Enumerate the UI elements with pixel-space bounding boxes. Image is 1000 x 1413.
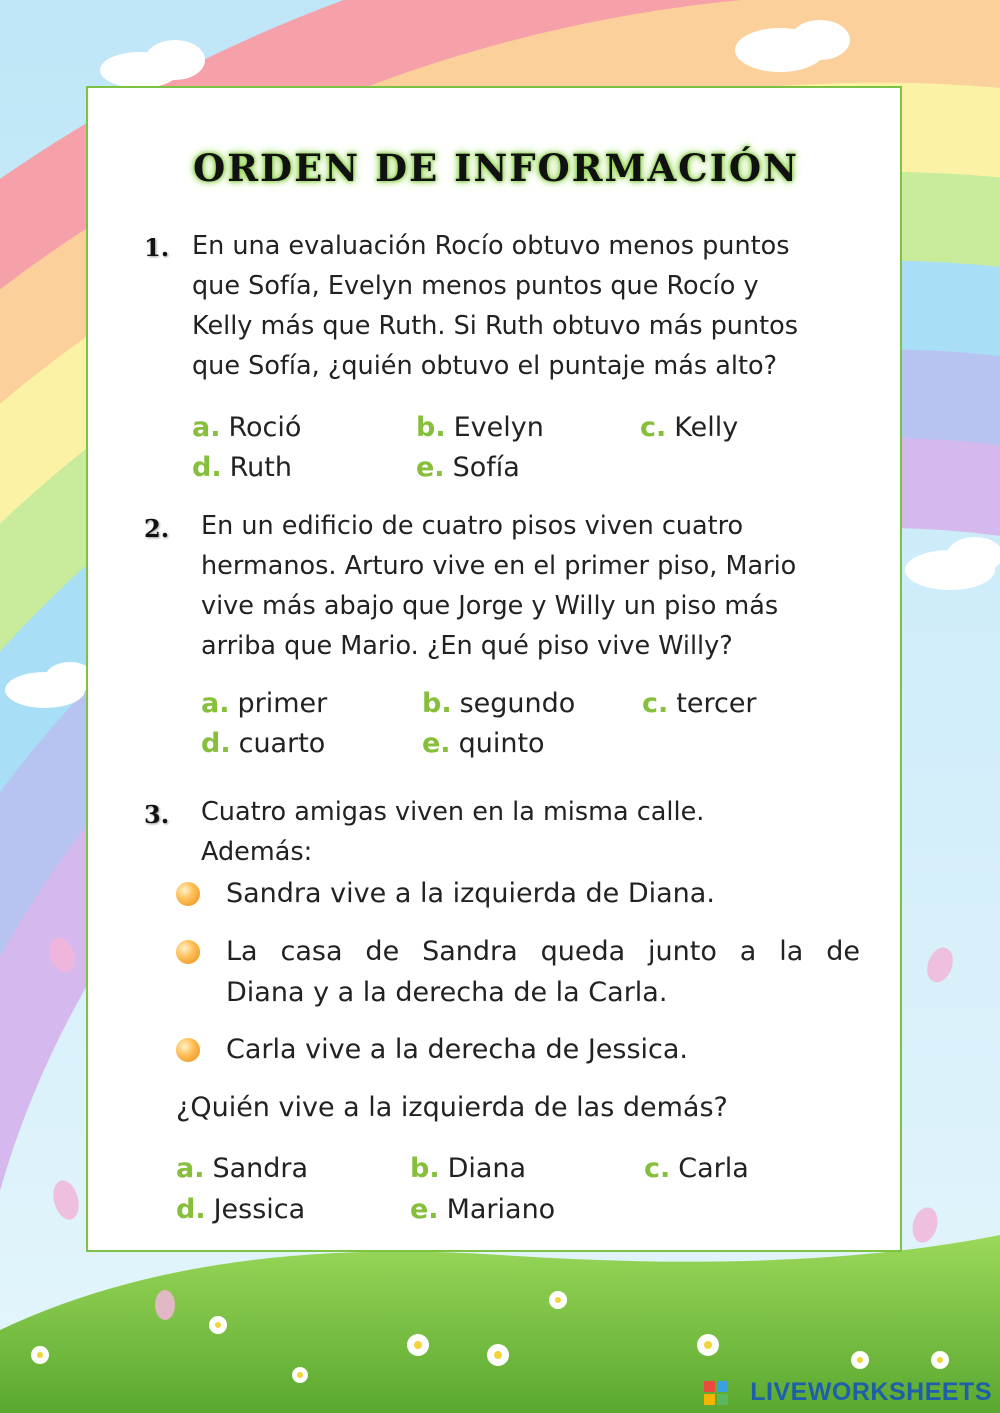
option-letter: c.	[640, 412, 667, 443]
option-text: Kelly	[674, 412, 739, 443]
option-letter: a.	[176, 1153, 205, 1184]
option-text: segundo	[459, 688, 576, 719]
liveworksheets-brand[interactable]: LIVEWORKSHEETS	[750, 1378, 992, 1406]
option-letter: e.	[410, 1194, 439, 1225]
option-letter: a.	[201, 688, 230, 719]
option-letter: c.	[644, 1153, 671, 1184]
q2-option-b[interactable]	[422, 688, 575, 719]
q2-option-a[interactable]	[201, 688, 327, 719]
clue-2-line: Diana y a la derecha de la Carla.	[226, 977, 668, 1008]
clue-1: Sandra vive a la izquierda de Diana.	[226, 878, 715, 909]
option-text: primer	[237, 688, 328, 719]
option-text: Ruth	[229, 452, 292, 483]
q2-option-c[interactable]	[642, 688, 757, 719]
question-2-line: vive más abajo que Jorge y Willy un piso más	[201, 591, 779, 621]
q3-option-e[interactable]	[410, 1194, 555, 1225]
q3-option-a[interactable]	[176, 1153, 308, 1184]
option-letter: e.	[422, 728, 451, 759]
q2-option-d[interactable]	[201, 728, 325, 759]
option-letter: d.	[201, 728, 231, 759]
option-letter: b.	[422, 688, 452, 719]
option-text: Jessica	[213, 1194, 306, 1225]
question-1-text	[192, 226, 842, 386]
page-title: ORDEN DE INFORMACIÓN	[193, 146, 799, 190]
option-text: Carla	[678, 1153, 749, 1184]
option-text: Mariano	[446, 1194, 556, 1225]
question-2-text	[201, 506, 842, 666]
q1-option-c[interactable]	[640, 412, 738, 443]
option-text: quinto	[458, 728, 545, 759]
question-3-number: 3.	[144, 800, 170, 829]
q1-option-b[interactable]	[416, 412, 544, 443]
orange-bullet-icon	[176, 1038, 200, 1062]
worksheet-card	[86, 86, 902, 1252]
option-text: Roció	[228, 412, 302, 443]
q1-option-d[interactable]	[192, 452, 292, 483]
question-2-line: arriba que Mario. ¿En qué piso vive Willy?	[201, 631, 733, 661]
liveworksheets-logo-icon	[704, 1381, 728, 1405]
clue-2-line: La casa de Sandra queda junto a la de	[226, 936, 860, 967]
q3-option-d[interactable]	[176, 1194, 305, 1225]
question-3-line: Cuatro amigas viven en la misma calle.	[201, 797, 705, 827]
q3-option-c[interactable]	[644, 1153, 749, 1184]
question-1-line: que Sofía, ¿quién obtuvo el puntaje más alto?	[192, 351, 778, 381]
orange-bullet-icon	[176, 940, 200, 964]
option-text: tercer	[676, 688, 757, 719]
question-1-line: Kelly más que Ruth. Si Ruth obtuvo más puntos	[192, 311, 798, 341]
question-1-line: que Sofía, Evelyn menos puntos que Rocío y	[192, 271, 759, 301]
q3-option-b[interactable]	[410, 1153, 526, 1184]
option-letter: a.	[192, 412, 221, 443]
question-2-line: En un edificio de cuatro pisos viven cuatro	[201, 511, 744, 541]
q1-option-a[interactable]	[192, 412, 301, 443]
question-2-line: hermanos. Arturo vive en el primer piso, Mario	[201, 551, 797, 581]
option-letter: c.	[642, 688, 669, 719]
question-1-line: En una evaluación Rocío obtuvo menos puntos	[192, 231, 790, 261]
question-2-number: 2.	[144, 514, 170, 543]
question-3-prompt: ¿Quién vive a la izquierda de las demás?	[176, 1092, 728, 1123]
option-text: Sofía	[452, 452, 520, 483]
clue-2	[226, 931, 860, 1013]
clue-3: Carla vive a la derecha de Jessica.	[226, 1034, 689, 1065]
option-text: Diana	[447, 1153, 527, 1184]
option-text: Evelyn	[453, 412, 544, 443]
question-3-line: Además:	[201, 837, 313, 867]
option-letter: b.	[410, 1153, 440, 1184]
question-3-text	[201, 792, 842, 872]
option-text: Sandra	[212, 1153, 309, 1184]
option-letter: d.	[192, 452, 222, 483]
option-text: cuarto	[238, 728, 326, 759]
q1-option-e[interactable]	[416, 452, 520, 483]
option-letter: b.	[416, 412, 446, 443]
q2-option-e[interactable]	[422, 728, 545, 759]
question-1-number: 1.	[144, 233, 170, 262]
option-letter: d.	[176, 1194, 206, 1225]
orange-bullet-icon	[176, 882, 200, 906]
option-letter: e.	[416, 452, 445, 483]
